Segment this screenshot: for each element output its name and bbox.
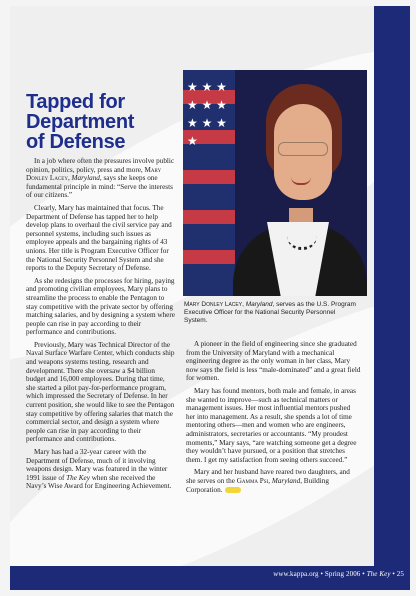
paragraph: Mary and her husband have reared two daughters, and she serves on the Gamma Psi, Maryland, Building Corporation.: [186, 468, 350, 494]
title-line: of Defense: [26, 131, 126, 153]
page-number: 25: [396, 570, 404, 578]
paragraph: Mary has found mentors, both male and female, in areas she wanted to improve—such as technical matters or management issues. Her most influential mentors pushed her into management. As a result, she spends a lot of time mentoring others—men and women who are engineers, administrators, secretaries or accountants. “My proudest moments,” Mary says, “are watching someone get a degree they wouldn’t have pursued, or a position that stretches them. I get my satisfaction from seeing others succeed.”: [186, 386, 357, 464]
right-color-band: [374, 6, 410, 568]
paragraph: Previously, Mary was Technical Director of the Naval Surface Warfare Center, which conducts ship and weapons systems testing, research and development. There she oversaw a $4 billion budget and 16,000 employees. During that time, she started a pilot pay-for-performance program, which impressed the Secretary of Defense. In her current position, she would like to see the Pentagon stay competitive by offering salaries that match the commercial sector, and design a system where people can rise in pay according to their performance and contributions.: [26, 340, 175, 444]
paragraph: In a job where often the pressures involve public opinion, politics, policy, press and more, Mary Donley Lacey, Maryland, says she keeps one fundamental principle in mind: “Serve the interests of our citizens.”: [26, 157, 175, 200]
paragraph: A pioneer in the field of engineering since she graduated from the University of Maryland with a mechanical engineering degree as the only woman in her class, Mary now says the field is less “male-dominated” and a great field for women.: [186, 340, 361, 383]
portrait-photo: [183, 70, 367, 296]
star-icon: ★: [201, 98, 217, 112]
star-icon: ★: [201, 116, 217, 130]
article-title: [26, 92, 176, 152]
glasses-icon: [278, 142, 328, 156]
star-icon: ★: [216, 98, 227, 112]
title-line: Department: [26, 111, 135, 133]
end-mark-icon: [225, 487, 241, 493]
left-column: [26, 157, 176, 495]
caption-chapter: Maryland: [245, 301, 273, 308]
photo-caption: Mary Donley Lacey, Maryland, serves as the U.S. Program Executive Officer for the National Security Personnel System.: [184, 301, 356, 325]
star-icon: ★: [201, 80, 217, 94]
star-icon: ★: [187, 98, 202, 112]
paragraph: Mary has had a 32-year career with the Department of Defense, much of it involving weapons design. Mary was featured in the winter 1991 issue of The Key when she received the Navy’s Wise Award for Engineering Achievement.: [26, 448, 172, 491]
publication-name: The Key: [66, 473, 90, 482]
page-footer: www.kappa.org • Spring 2006 • The Key • 25: [273, 570, 404, 578]
footer-publication: The Key: [366, 570, 391, 578]
star-icon: ★: [187, 80, 202, 94]
chapter-name: Maryland: [71, 174, 100, 183]
person-name: Mary Donley Lacey: [26, 165, 162, 183]
footer-issue: Spring 2006: [324, 570, 361, 578]
chapter-school: Maryland: [271, 476, 301, 485]
paragraph: Clearly, Mary has maintained that focus. The Department of Defense has tapped her to help develop plans to overhaul the civil service pay and personnel systems, including such issues as employee appeals and the bargaining rights of 43 unions. Her title is Program Executive Officer for the National Security Personnel System and she reports to the Deputy Secretary of Defense.: [26, 203, 172, 273]
star-icon: ★: [187, 116, 202, 130]
flag-stars: [187, 78, 227, 150]
caption-name: Mary Donley Lacey: [184, 301, 243, 308]
footer-site[interactable]: www.kappa.org: [273, 570, 319, 578]
paragraph: As she redesigns the processes for hiring, paying and promoting civilian employees, Mary plans to streamline the process to enable the Pentagon to stay competitive with the private sector by offering matching salaries, and by designing a system where people can rise in pay according to their performance and contributions.: [26, 276, 175, 337]
star-icon: ★: [216, 116, 227, 130]
right-column: [186, 340, 361, 498]
star-icon: ★: [216, 80, 227, 94]
star-icon: ★: [187, 134, 198, 148]
flag-background: [183, 70, 235, 296]
chapter-name: Gamma Psi: [236, 476, 269, 485]
title-line: Tapped for: [26, 91, 125, 113]
